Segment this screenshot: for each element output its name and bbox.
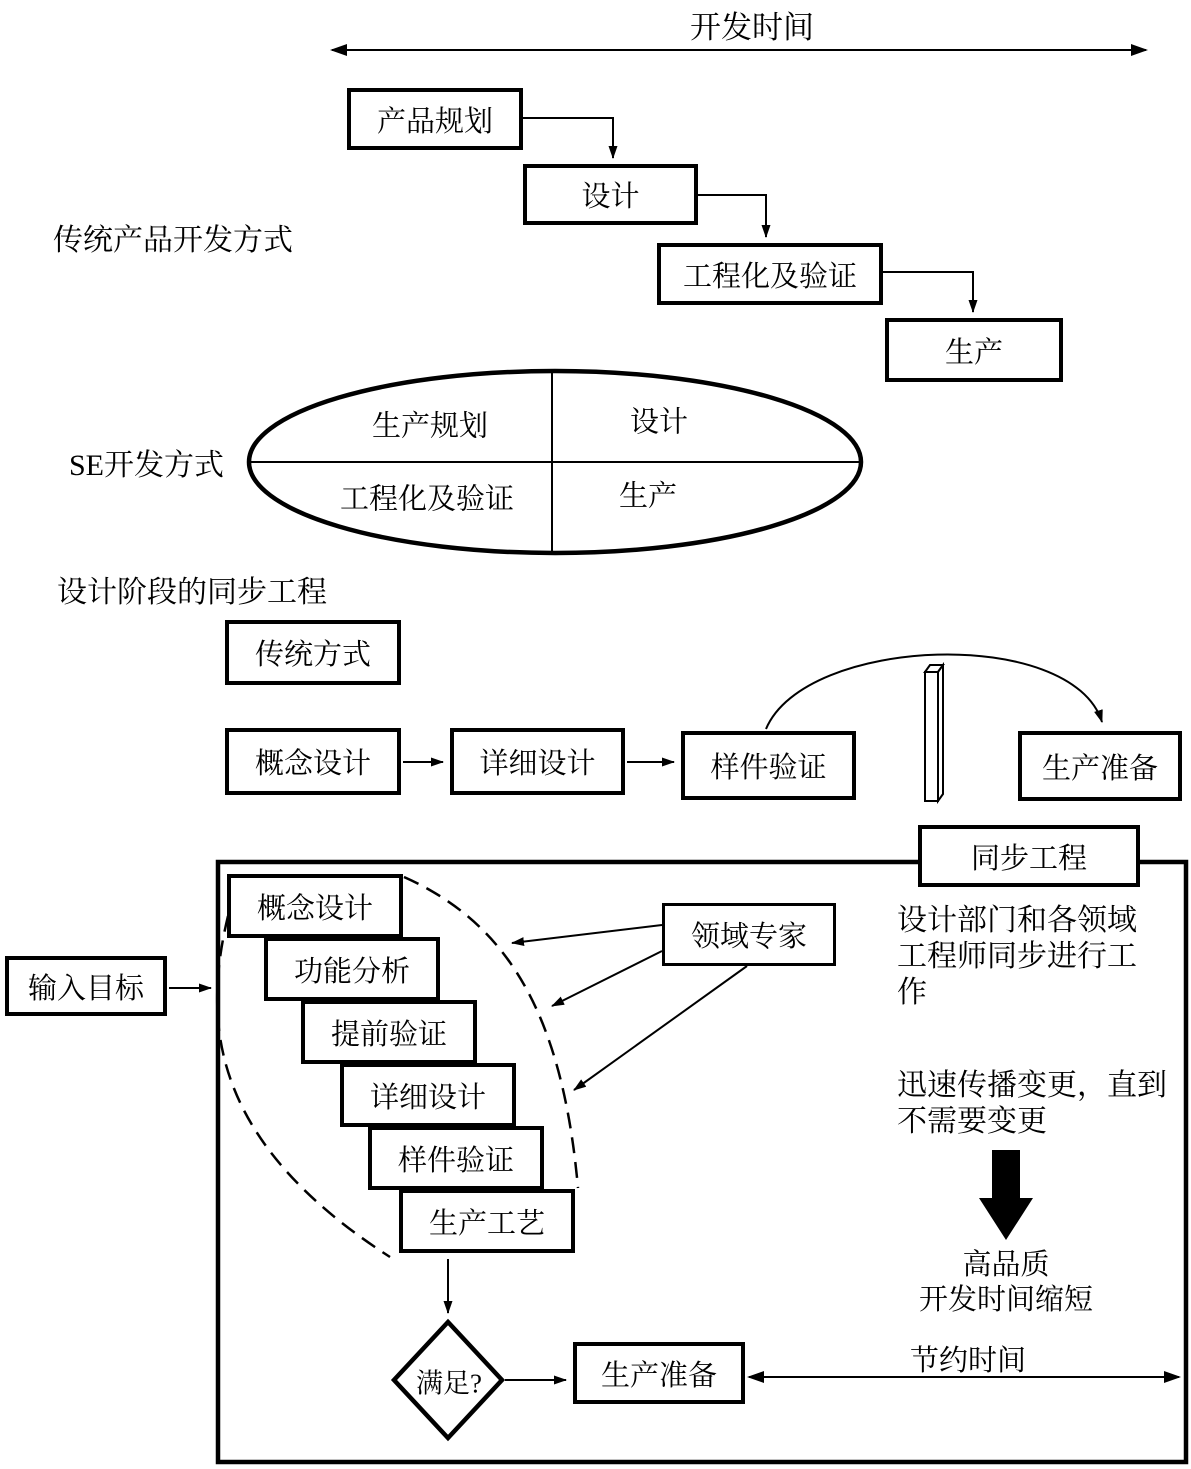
se-ellipse-shape bbox=[249, 371, 861, 553]
cascade-box-detailed-design: 详细设计 bbox=[340, 1063, 516, 1127]
trad-flow-prototype-validation: 样件验证 bbox=[681, 731, 856, 800]
input-goal-box: 输入目标 bbox=[5, 956, 167, 1016]
barrier-wall-shape bbox=[925, 665, 943, 801]
waterfall-box-engineering-validation: 工程化及验证 bbox=[657, 243, 883, 305]
traditional-method-box: 传统方式 bbox=[225, 620, 401, 685]
result-thick-arrow bbox=[979, 1150, 1033, 1240]
waterfall-box-design: 设计 bbox=[523, 164, 698, 225]
quadrant-production: 生产 bbox=[618, 480, 678, 513]
trad-flow-production-prep: 生产准备 bbox=[1018, 731, 1182, 801]
quadrant-engineering-validation: 工程化及验证 bbox=[339, 483, 515, 516]
domain-expert-box: 领域专家 bbox=[662, 903, 836, 966]
cascade-box-prototype-validation: 样件验证 bbox=[368, 1126, 544, 1190]
quadrant-production-planning: 生产规划 bbox=[371, 410, 489, 443]
design-phase-section-label: 设计阶段的同步工程 bbox=[57, 576, 327, 609]
concurrent-tag-box: 同步工程 bbox=[918, 825, 1140, 887]
decision-diamond-label: 满足? bbox=[416, 1368, 482, 1399]
cascade-box-early-validation: 提前验证 bbox=[301, 1000, 477, 1064]
trad-flow-detailed-design: 详细设计 bbox=[450, 728, 625, 795]
se-section-label: SE开发方式 bbox=[69, 449, 225, 482]
result-time-label: 开发时间缩短 bbox=[918, 1284, 1094, 1316]
cascade-box-production-process: 生产工艺 bbox=[399, 1189, 575, 1253]
ready-production-prep-box: 生产准备 bbox=[573, 1342, 745, 1404]
cascade-box-concept-design: 概念设计 bbox=[227, 874, 403, 938]
saved-time-label: 节约时间 bbox=[910, 1345, 1027, 1377]
waterfall-box-production: 生产 bbox=[885, 318, 1063, 382]
waterfall-box-product-planning: 产品规划 bbox=[347, 88, 523, 150]
result-quality-label: 高品质 bbox=[962, 1249, 1050, 1281]
cascade-box-function-analysis: 功能分析 bbox=[264, 937, 440, 1001]
dev-time-axis-label: 开发时间 bbox=[690, 10, 814, 45]
traditional-section-label: 传统产品开发方式 bbox=[53, 224, 293, 257]
change-propagation-note: 迅速传播变更，直到不需要变更 bbox=[897, 1069, 1167, 1138]
quadrant-design: 设计 bbox=[629, 406, 689, 439]
trad-flow-concept-design: 概念设计 bbox=[225, 728, 401, 795]
collaboration-note: 设计部门和各领域工程师同步进行工作 bbox=[897, 904, 1137, 1009]
